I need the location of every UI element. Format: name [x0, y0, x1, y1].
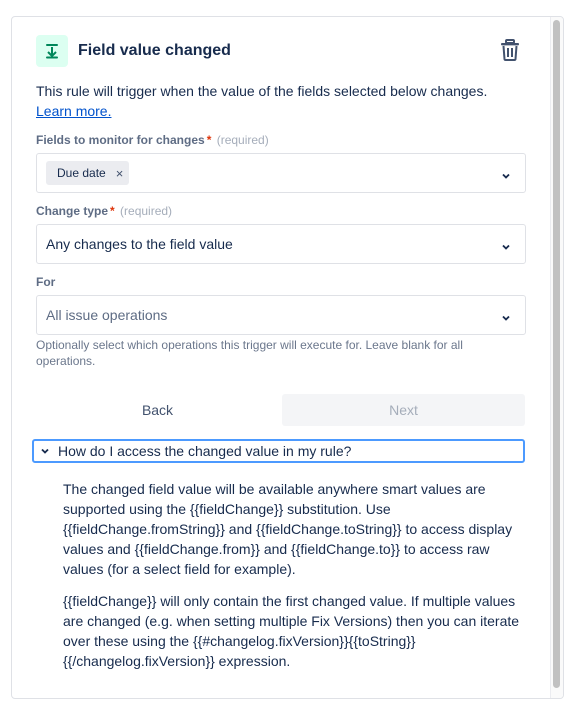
help-paragraph-1: The changed field value will be available anywhere smart values are supported using the {{fieldChange}} substitution. Use {{fieldChange.fromString}} and {{fieldChange.toString}} to access display values and {{fieldChange.from}} and {{fieldChange.to}} to access raw values (for a select field for example). — [63, 481, 513, 577]
next-button[interactable]: Next — [282, 394, 525, 426]
scrollbar[interactable] — [550, 17, 563, 698]
change-type-label — [36, 204, 172, 218]
for-value: All issue operations — [46, 307, 168, 323]
field-tag-due-date — [46, 161, 129, 185]
tag-remove-button[interactable]: × — [115, 165, 124, 181]
learn-more-link[interactable]: Learn more. — [36, 103, 112, 119]
required-text: (required) — [216, 133, 269, 147]
scrollbar-thumb[interactable] — [553, 20, 560, 688]
tag-label: Due date — [57, 166, 106, 180]
panel-header — [36, 35, 523, 67]
required-marker: * — [206, 133, 212, 147]
chevron-down-icon[interactable] — [501, 310, 511, 326]
for-label-text: For — [36, 275, 56, 289]
for-select[interactable] — [36, 295, 526, 335]
expander-label: How do I access the changed value in my rule? — [58, 443, 352, 459]
change-type-label-text: Change type — [36, 204, 109, 218]
change-type-value: Any changes to the field value — [46, 236, 233, 252]
rule-title: Field value changed — [78, 42, 231, 59]
required-marker: * — [110, 204, 115, 218]
back-button[interactable]: Back — [141, 402, 174, 418]
required-text: (required) — [120, 204, 173, 218]
field-change-trigger-icon — [36, 35, 68, 67]
chevron-down-icon[interactable] — [501, 239, 511, 255]
rule-description — [36, 81, 526, 121]
delete-button[interactable] — [496, 38, 524, 66]
changed-value-help-expander[interactable] — [32, 439, 525, 463]
fields-to-monitor-select[interactable] — [36, 153, 526, 193]
fields-to-monitor-label — [36, 133, 269, 147]
description-text: This rule will trigger when the value of the fields selected below changes. — [36, 83, 488, 99]
chevron-down-icon[interactable] — [501, 168, 511, 184]
trash-icon — [500, 39, 520, 66]
for-help-text: Optionally select which operations this trigger will execute for. Leave blank for all operations. — [36, 338, 463, 368]
help-paragraph-2: {{fieldChange}} will only contain the first changed value. If multiple values are changed (e.g. when setting multiple Fix Versions) then you can iterate over these using the {{#changelog.fixVersion}}{{toString}}{{/changelog.fixVersion}} expression. — [63, 593, 520, 669]
for-label — [36, 275, 55, 289]
chevron-down-icon — [40, 446, 50, 456]
rule-config-panel — [11, 16, 564, 699]
fields-label-text: Fields to monitor for changes — [36, 133, 205, 147]
change-type-select[interactable] — [36, 224, 526, 264]
